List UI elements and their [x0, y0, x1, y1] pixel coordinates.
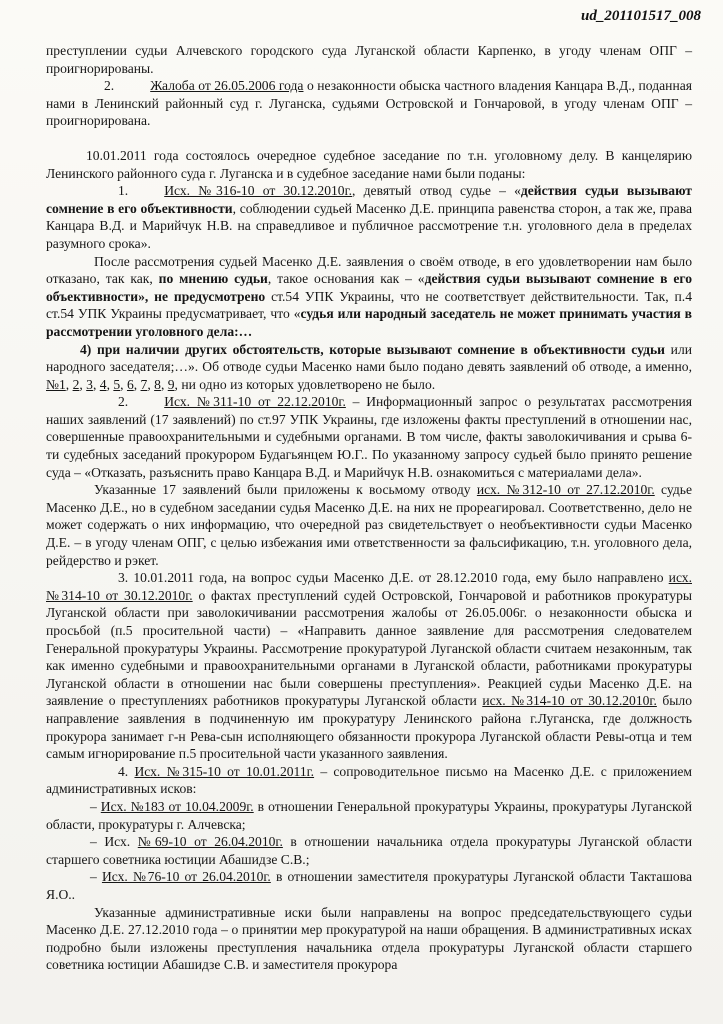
- paragraph-3: [46, 147, 692, 182]
- outgoing-ref-76: Исх. №76-10 от 26.04.2010г.: [101, 869, 271, 885]
- text: в отношении начальника отдела прокуратуры Луганской области старшего советника юстиции Абашидзе С.В.;: [46, 834, 693, 867]
- paragraph-10: [46, 763, 692, 798]
- paragraph-8: [46, 481, 692, 569]
- paragraph-14-text: Указанные административные иски были направлены на вопрос председательствующего судьи Масенко Д.Е. 27.12.2010 года – о принятии мер прокуратурой на наши обращения. В административных исках подробно были изложены преступления начальника отдела прокуратуры Луганской области старшего советника юстиции Абашидзе С.В. и заместителя прокурора: [46, 904, 692, 973]
- paragraph-13: [46, 868, 692, 903]
- paragraph-7: [46, 393, 692, 481]
- text: –: [90, 869, 102, 885]
- bold-text: по мнению судьи: [158, 271, 268, 287]
- ref-link-9: 9: [167, 376, 175, 392]
- text: – сопроводительное письмо на Масенко Д.Е. с приложением административных исков:: [46, 763, 692, 797]
- text: – Информационный запрос о результатах рассмотрения наших заявлений (17 заявлений) по ст.97 УПК Украины, где изложены факты преступлений в отношении нас, совершенные правоохранительными и судебными органами. В том числе, факты заволокичивания и срыва 6-ти судебных заседаний прокурором Будагьянцем Ю.Г.. По указанному запросу судьей было принято решение суда – «Отказать, разъяснить право Канцара В.Д. и Марийчук Н.В. ознакомиться с материалами дела».: [46, 394, 692, 480]
- text: было направление заявления в подчиненную им прокуратуру Ленинского района г.Луганска, где должность прокурора занимает г-н Рева-сын исполняющего обязанности прокурора Луганской области Ревы-отца и тем самым игнорирование п.5 просительной части указанного заявления.: [46, 693, 692, 762]
- item-number: 1.: [118, 183, 129, 199]
- text: , такое основания как – «: [267, 271, 425, 287]
- outgoing-ref-316: Исх. №316-10 от 30.12.2010г.: [164, 183, 353, 199]
- outgoing-ref-69: №69-10 от 26.04.2010г.: [137, 834, 283, 850]
- paragraph-3-text: 10.01.2011 года состоялось очередное судебное заседание по т.н. уголовному делу. В канцелярию Ленинского районного суда г. Луганска и в судебное заседание нами были поданы:: [46, 147, 692, 181]
- paragraph-2: [46, 77, 692, 130]
- ref-link-6: 6: [126, 376, 134, 392]
- bold-text: 4) при наличии других обстоятельств, которые вызывают сомнение в объективности судьи: [80, 341, 665, 357]
- outgoing-ref-183: Исх. №183 от 10.04.2009г.: [100, 798, 254, 814]
- text: 3. 10.01.2011 года, на вопрос судьи Масенко Д.Е. от 28.12.2010 года, ему было направлено: [118, 570, 669, 586]
- ref-link-7: 7: [140, 376, 148, 392]
- text: ст.54 УПК Украины, что не соответствует действительности. Так, п.4 ст.54 УПК Украины предусматривает, что «: [46, 288, 693, 322]
- ref-link-3: 3: [86, 376, 93, 392]
- text: в отношении заместителя прокуратуры Луганской области Такташова Я.О..: [46, 869, 692, 902]
- text: о фактах преступлений судей Островской, Гончаровой и работников прокуратуры Луганской области при заволокичивании рассмотрения жалобы от 26.05.006г. о незаконности обыска и просьбой (п.5 просительной части) – «Направить данное заявление для рассмотрения следователем Генеральной прокуратуры Украины. Рассмотрение прокуратурой Луганской области считаем незаконным, так как именно судебными и правоохранительными органами в Луганской области, работниками прокуратуры Луганской области в отношении нас были совершены преступления». Реакцией судьи Масенко Д.Е. на заявление о преступлениях работников прокуратуры Луганской области: [46, 587, 693, 709]
- outgoing-ref-314-repeat: исх. №314-10 от 30.12.2010г.: [482, 693, 657, 709]
- text: , девятый отвод судье – «: [352, 183, 521, 199]
- paragraph-1: [46, 42, 692, 77]
- bold-text: судья или народный заседатель не может принимать участия в рассмотрении уголовного дела:…: [46, 306, 692, 339]
- text: Указанные 17 заявлений были приложены к восьмому отводу: [94, 482, 477, 498]
- paragraph-6: 4) при наличии других обстоятельств, которые вызывают сомнение в объективности судьи или народного заседателя;…». Об отводе судьи Масенко нами было подано девять заявлений об отводе, а именно, №1, 2, 3, 4, 5, 6, 7, 8, 9, ни одно из которых удовлетворено не было.: [46, 341, 693, 392]
- outgoing-ref-315: Исх. №315-10 от 10.01.2011г.: [134, 763, 315, 779]
- outgoing-ref-312: исх. №312-10 от 27.12.2010г.: [476, 482, 655, 498]
- text: или народного заседателя;…». Об отводе судьи Масенко нами было подано девять заявлений об отводе, а именно,: [46, 341, 693, 375]
- text: в отношении Генеральной прокуратуры Украины, прокуратуры Луганской области, прокуратуры г. Алчевска;: [46, 798, 692, 832]
- ref-link-8: 8: [154, 376, 161, 392]
- text: , соблюдении судьей Масенко Д.Е. принципа равенства сторон, а так же, права Канцара В.Д. и Марийчук Н.В. на справедливое и публичное рассмотрение т.н. уголовного дела в пределах разумного срока».: [46, 200, 692, 251]
- text: После рассмотрения судьей Масенко Д.Е. заявления о своём отводе, в его удовлетворении нам было отказано, так как,: [46, 253, 692, 287]
- bold-text: действия судьи вызывают сомнение в его объективности: [46, 183, 692, 216]
- ref-link-5: 5: [113, 376, 121, 392]
- bold-text: действия судьи вызывают сомнение в его объективности», не предусмотрено: [46, 271, 693, 304]
- outgoing-ref-311: Исх. №311-10 от 22.12.2010г.: [164, 394, 346, 410]
- document-id: ud_201101517_008: [580, 8, 701, 24]
- paragraph-9: [46, 569, 692, 763]
- outgoing-ref-314: исх. №314-10 от 30.12.2010г.: [46, 570, 692, 603]
- ref-link-4: 4: [99, 376, 107, 392]
- text: , ни одно из которых удовлетворено не было.: [174, 376, 436, 392]
- text: судье Масенко Д.Е., но в судебном заседании судья Масенко Д.Е. на них не прореагировал. Соответственно, дело не может содержать о них информацию, что очередной раз свидетельствует о необъективности судьи Масенко Д.Е. – в угоду членам ОПГ, с целью избежания ими ответственности за фальсификацию, т.н. уголовного дела, рейдерство и рэкет.: [46, 482, 692, 568]
- paragraph-11: [46, 798, 692, 833]
- text: –: [90, 798, 101, 814]
- paragraph-12: [46, 833, 692, 868]
- document-body: [46, 42, 692, 974]
- ref-link-2: 2: [72, 376, 80, 392]
- ref-link-1: №1: [46, 376, 66, 392]
- paragraph-14: [46, 904, 692, 974]
- paragraph-4: [46, 182, 692, 252]
- paragraph-5: [46, 253, 692, 341]
- item-number: 2.: [104, 78, 115, 94]
- paragraph-1-text: преступлении судьи Алчевского городского суда Луганской области Карпенко, в угоду членам ОПГ – проигнорированы.: [46, 43, 692, 76]
- item-number: 2.: [118, 394, 129, 410]
- paragraph-2-text: о незаконности обыска частного владения Канцара В.Д., поданная нами в Ленинский районный суд г. Луганска, судьями Островской и Гончаровой, в угоду членам ОПГ – проигнорирована.: [46, 78, 692, 129]
- text: – Исх.: [90, 834, 138, 850]
- complaint-link: Жалоба от 26.05.2006 года: [150, 78, 304, 94]
- text: 4.: [118, 763, 135, 779]
